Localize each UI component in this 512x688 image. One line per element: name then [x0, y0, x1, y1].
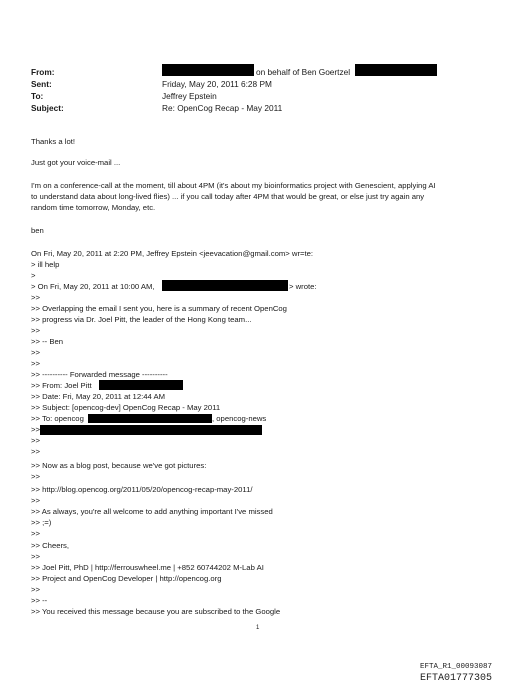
sent-value: Friday, May 20, 2011 6:28 PM [162, 79, 272, 89]
redaction-sender [162, 280, 288, 291]
quote-line: >> [31, 293, 40, 302]
forwarded-to: >> To: opencog [31, 414, 84, 423]
quote-blog-link: >> http://blog.opencog.org/2011/05/20/opencog-recap-may-2011/ [31, 485, 253, 494]
quote-welcome: >> As always, you're all welcome to add anything important I've missed [31, 507, 273, 516]
efta-stamp-small: EFTA_R1_00093087 [419, 663, 492, 671]
quote-blog-intro: >> Now as a blog post, because we've got pictures: [31, 461, 207, 470]
quote-line: >> [31, 359, 40, 368]
quote-line: > ill help [31, 260, 60, 269]
quote-joel-signature-1: >> Joel Pitt, PhD | http://ferrouswheel.me | +852 60744202 M-Lab AI [31, 563, 264, 572]
quote-line: >> Overlapping the email I sent you, here is a summary of recent OpenCog [31, 304, 287, 313]
subject-label: Subject: [31, 103, 64, 113]
quote-line: >> [31, 472, 40, 481]
redaction-to-address [88, 414, 212, 423]
quote-line-wrote: > wrote: [289, 282, 317, 291]
redaction-joel-email [99, 380, 183, 390]
quote-cheers: >> Cheers, [31, 541, 70, 550]
to-value: Jeffrey Epstein [162, 91, 217, 101]
redaction-cc-line [40, 425, 262, 435]
body-conference-line-2: to understand data about long-lived flies) ... if you call today after 4PM that would be great, or else just try again any [31, 192, 425, 201]
redaction-from-address [162, 64, 254, 76]
quote-line: >> [31, 496, 40, 505]
body-conference-line-1: I'm on a conference-call at the moment, till about 4PM (it's about my bioinformatics project with Genescient, applying AI [31, 181, 436, 190]
quote-line: >> [31, 552, 40, 561]
quote-line: > [31, 271, 36, 280]
to-label: To: [31, 91, 44, 101]
forwarded-to-news: , opencog-news [212, 414, 267, 423]
body-signature: ben [31, 226, 44, 235]
from-label: From: [31, 67, 55, 77]
efta-stamp-large: EFTA01777305 [419, 673, 492, 684]
quote-line: >> [31, 326, 40, 335]
quote-google-notice: >> You received this message because you are subscribed to the Google [31, 607, 281, 616]
from-suffix: on behalf of Ben Goertzel [256, 67, 351, 77]
quote-line: >> progress via Dr. Joel Pitt, the leader of the Hong Kong team... [31, 315, 252, 324]
quote-line: >> [31, 425, 40, 434]
quote-line: >> [31, 436, 40, 445]
quote-line: >> [31, 529, 40, 538]
quote-line: >> [31, 585, 40, 594]
quote-line: >> -- [31, 596, 48, 605]
forwarded-subject: >> Subject: [opencog-dev] OpenCog Recap - May 2011 [31, 403, 221, 412]
forwarded-date: >> Date: Fri, May 20, 2011 at 12:44 AM [31, 392, 166, 401]
body-conference-line-3: random time tomorrow, Monday, etc. [31, 203, 156, 212]
quote-joel-signature-2: >> Project and OpenCog Developer | http://opencog.org [31, 574, 222, 583]
quote-line: >> [31, 447, 40, 456]
quote-line: >> [31, 348, 40, 357]
body-thanks: Thanks a lot! [31, 137, 76, 146]
quote-line-date: > On Fri, May 20, 2011 at 10:00 AM, [31, 282, 155, 291]
page-number: 1 [256, 625, 260, 631]
forwarded-marker: >> ---------- Forwarded message ---------- [31, 370, 168, 379]
forwarded-from: >> From: Joel Pitt [31, 381, 92, 390]
body-voicemail: Just got your voice-mail ... [31, 158, 121, 167]
quote-header: On Fri, May 20, 2011 at 2:20 PM, Jeffrey Epstein <jeevacation@gmail.com> wr=te: [31, 249, 314, 258]
quote-line: >> -- Ben [31, 337, 64, 346]
sent-label: Sent: [31, 79, 52, 89]
quote-smiley: >> ;=) [31, 518, 52, 527]
redaction-from-email [355, 64, 437, 76]
subject-value: Re: OpenCog Recap - May 2011 [162, 103, 283, 113]
